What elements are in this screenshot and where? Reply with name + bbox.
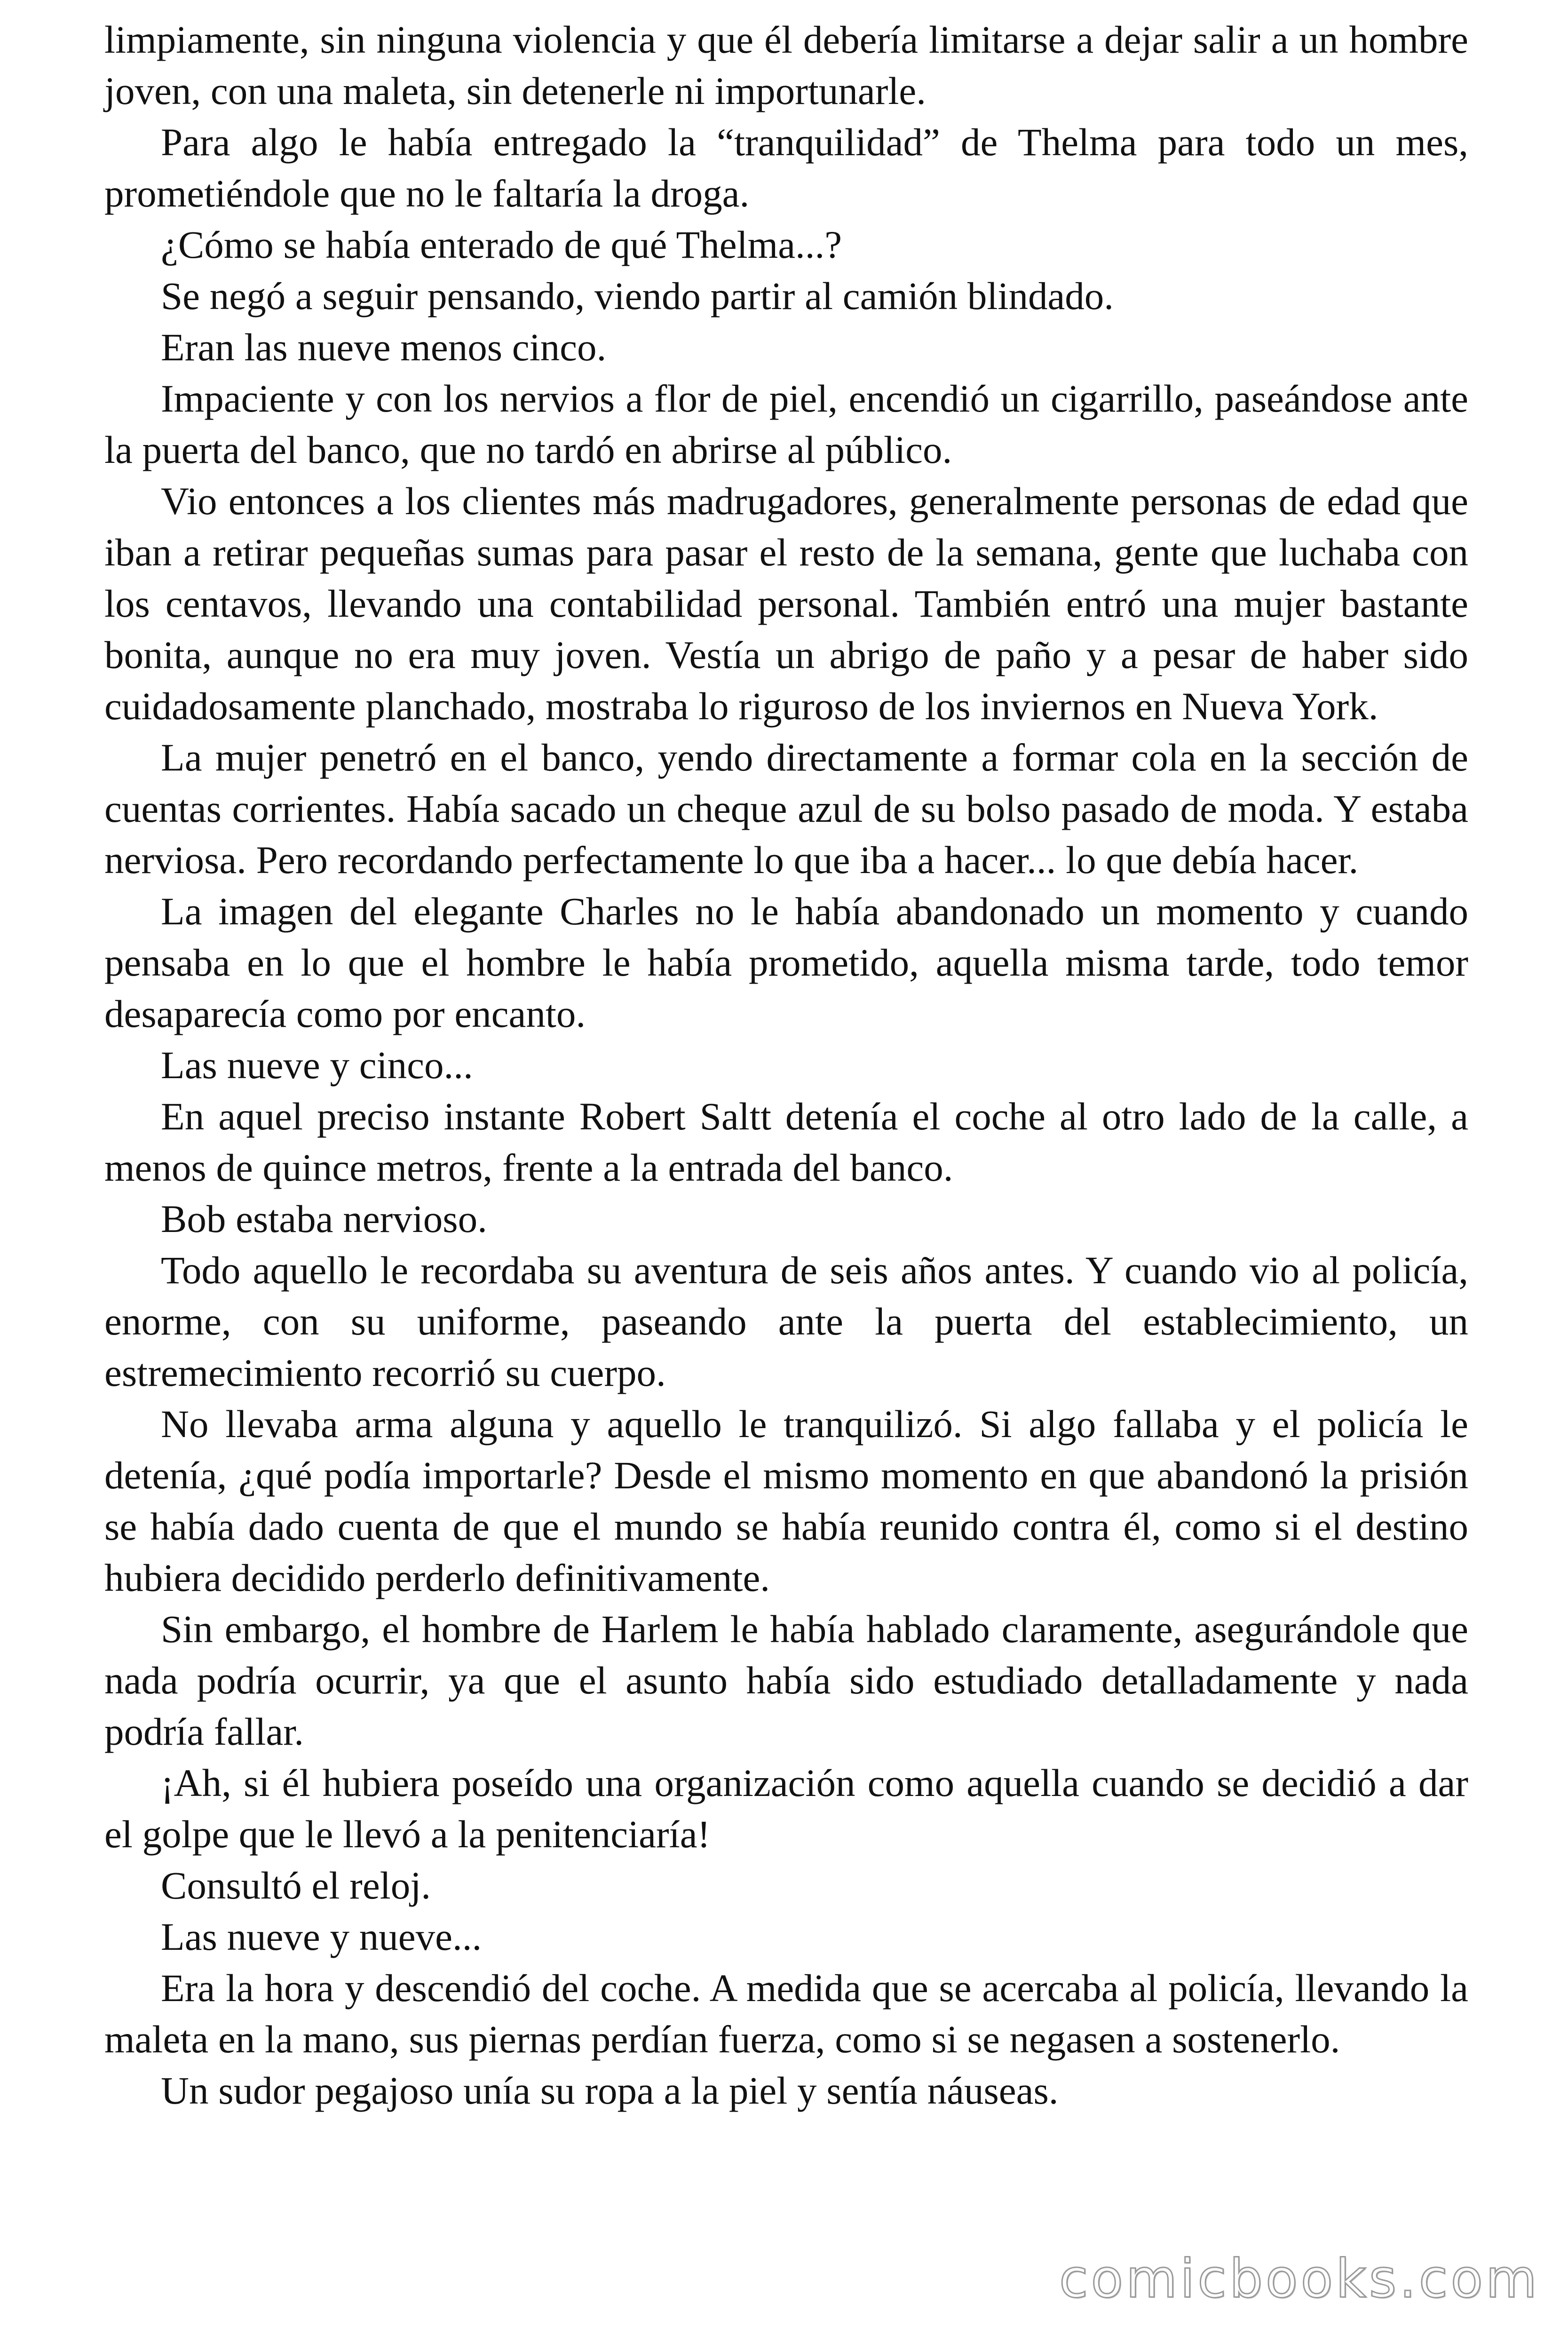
paragraph: La mujer penetró en el banco, yendo directamente a formar cola en la sección de cuentas corrientes. Había sacado un cheque azul de su bolso pasado de moda. Y estaba nerviosa. Pero recordando perfectamente lo que iba a hacer... lo que debía hacer. (104, 736, 1468, 882)
paragraph: En aquel preciso instante Robert Saltt detenía el coche al otro lado de la calle, a menos de quince metros, frente a la entrada del banco. (104, 1095, 1468, 1189)
paragraph: Las nueve y nueve... (161, 1915, 482, 1958)
paragraph: Todo aquello le recordaba su aventura de seis años antes. Y cuando vio al policía, enorme, con su uniforme, paseando ante la puerta del establecimiento, un estremecimiento recorrió su cuerpo. (104, 1248, 1468, 1394)
paragraph: La imagen del elegante Charles no le había abandonado un momento y cuando pensaba en lo que el hombre le había prometido, aquella misma tarde, todo temor desaparecía como por encanto. (104, 890, 1468, 1035)
paragraph: Consultó el reloj. (161, 1864, 431, 1907)
paragraph: Eran las nueve menos cinco. (161, 326, 607, 369)
paragraph: Para algo le había entregado la “tranquilidad” de Thelma para todo un mes, prometiéndole que no le faltaría la droga. (104, 120, 1468, 215)
paragraph: Sin embargo, el hombre de Harlem le había hablado claramente, asegurándole que nada podría ocurrir, ya que el asunto había sido estudiado detalladamente y nada podría fallar. (104, 1607, 1468, 1753)
paragraph: Vio entonces a los clientes más madrugadores, generalmente personas de edad que iban a retirar pequeñas sumas para pasar el resto de la semana, gente que luchaba con los centavos, llevando una contabilidad personal. También entró una mujer bastante bonita, aunque no era muy joven. Vestía un abrigo de paño y a pesar de haber sido cuidadosamente planchado, mostraba lo riguroso de los inviernos en Nueva York. (104, 479, 1468, 728)
paragraph: Bob estaba nervioso. (161, 1197, 487, 1240)
paragraph: No llevaba arma alguna y aquello le tranquilizó. Si algo fallaba y el policía le detenía, ¿qué podía importarle? Desde el mismo momento en que abandonó la prisión se había dado cuenta de que el mundo se había reunido contra él, como si el destino hubiera decidido perderlo definitivamente. (104, 1402, 1468, 1599)
paragraph: Impaciente y con los nervios a flor de piel, encendió un cigarrillo, paseándose ante la puerta del banco, que no tardó en abrirse al público. (104, 377, 1468, 471)
paragraph: ¡Ah, si él hubiera poseído una organización como aquella cuando se decidió a dar el golpe que le llevó a la penitenciaría! (104, 1761, 1468, 1856)
paragraph: ¿Cómo se había enterado de qué Thelma...? (161, 223, 842, 266)
paragraph-continuation: limpiamente, sin ninguna violencia y que él debería limitarse a dejar salir a un hombre joven, con una maleta, sin detenerle ni importunarle. (104, 18, 1468, 112)
book-page-text (104, 14, 1468, 2116)
paragraph: Se negó a seguir pensando, viendo partir al camión blindado. (161, 274, 1114, 318)
paragraph: Era la hora y descendió del coche. A medida que se acercaba al policía, llevando la maleta en la mano, sus piernas perdían fuerza, como si se negasen a sostenerlo. (104, 1966, 1468, 2061)
paragraph: Un sudor pegajoso unía su ropa a la piel y sentía náuseas. (161, 2069, 1059, 2112)
paragraph: Las nueve y cinco... (161, 1043, 473, 1087)
watermark: comicbooks.com (1059, 2249, 1540, 2310)
